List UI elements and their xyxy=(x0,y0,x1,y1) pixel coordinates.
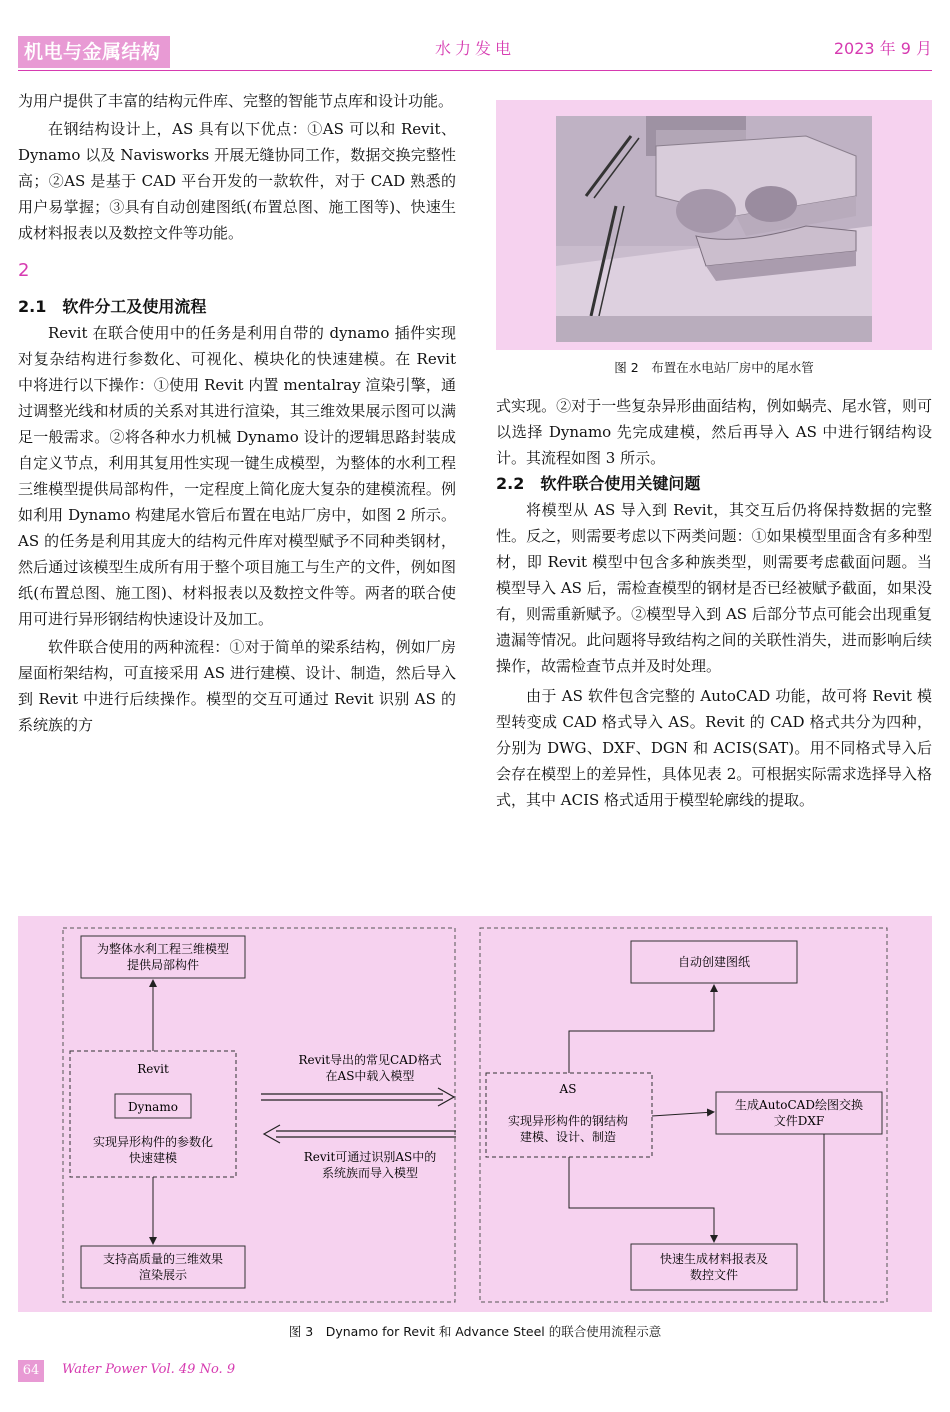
box-local-components-line2: 提供局部构件 xyxy=(126,958,200,972)
double-arrow-left xyxy=(264,1125,456,1143)
as-desc-line2: 建模、设计、制造 xyxy=(519,1130,617,1144)
left-paragraph-1: 为用户提供了丰富的结构元件库、完整的智能节点库和设计功能。 xyxy=(18,92,454,110)
left-column xyxy=(18,88,456,738)
as-label: AS xyxy=(559,1082,577,1096)
figure-2-caption: 图 2 布置在水电站厂房中的尾水管 xyxy=(614,360,814,375)
arrow-to-dxf xyxy=(652,1112,714,1116)
footer-journal-info: Water Power Vol. 49 No. 9 xyxy=(62,1362,236,1377)
right-paragraph-3: 由于 AS 软件包含完整的 AutoCAD 功能，故可将 Revit 模型转变成 CAD 格式导入 AS。Revit 的 CAD 格式共分为四种，分别为 DWG、DXF、DGN 和 ACIS(SAT)。用不同格式导入后会存在模型上的差异性，具体见表 2。可根据实际需求选择导入格式，其中 ACIS 格式适用于模型轮廓线的提取。 xyxy=(496,687,932,809)
section-tag: 机电与金属结构 xyxy=(18,36,170,68)
box-reports-line1: 快速生成材料报表及 xyxy=(659,1252,769,1266)
journal-title: 水力发电 xyxy=(434,39,515,58)
revit-desc-line2: 快速建模 xyxy=(128,1151,178,1165)
page-number: 64 xyxy=(18,1360,44,1382)
figure-3-caption: 图 3 Dynamo for Revit 和 Advance Steel 的联合使用流程示意 xyxy=(288,1324,662,1339)
flow-diagram xyxy=(18,916,932,1312)
as-desc-line1: 实现异形构件的钢结构 xyxy=(507,1114,629,1128)
arrow-right-label-line1: Revit导出的常见CAD格式 xyxy=(298,1053,442,1067)
right-paragraph-1: 式实现。②对于一些复杂异形曲面结构，例如蜗壳、尾水管，则可以选择 Dynamo 先完成建模，然后再导入 AS 中进行钢结构设计。其流程如图 3 所示。 xyxy=(496,397,932,467)
section-number: 2 xyxy=(18,260,30,281)
left-paragraph-2: 在钢结构设计上，AS 具有以下优点：①AS 可以和 Revit、Dynamo 以及 Navisworks 开展无缝协同工作，数据交换完整性高；②AS 是基于 CAD 平台开发的一款软件，对于 CAD 熟悉的用户易掌握；③具有自动创建图纸(布置总图、施工图等)、快速生成材料报表以及数控文件等功能。 xyxy=(18,120,456,242)
box-render-line1: 支持高质量的三维效果 xyxy=(102,1252,224,1266)
revit-desc-line1: 实现异形构件的参数化 xyxy=(92,1135,214,1149)
right-column xyxy=(496,393,932,813)
box-dxf-line1: 生成AutoCAD绘图交换 xyxy=(735,1098,863,1112)
box-local-components-line1: 为整体水利工程三维模型 xyxy=(96,942,230,956)
box-dxf-line2: 文件DXF xyxy=(773,1114,825,1128)
section-2-1-heading: 2.1 软件分工及使用流程 xyxy=(18,297,207,316)
issue-date: 2023 年 9 月 xyxy=(833,39,932,58)
figure-2-image xyxy=(496,100,932,350)
dynamo-label: Dynamo xyxy=(128,1100,178,1114)
arrow-left-label-line2: 系统族而导入模型 xyxy=(321,1166,419,1180)
box-reports-line2: 数控文件 xyxy=(689,1268,739,1282)
draft-tube-render xyxy=(556,116,872,342)
left-paragraph-4: 软件联合使用的两种流程：①对于简单的梁系结构，例如厂房屋面桁架结构，可直接采用 AS 进行建模、设计、制造，然后导入到 Revit 中进行后续操作。模型的交互可通过 Revit 识别 AS 的系统族的方 xyxy=(18,638,456,734)
arrow-to-drawings xyxy=(569,985,714,1073)
revit-label: Revit xyxy=(137,1062,169,1076)
box-render-line2: 渲染展示 xyxy=(138,1268,188,1282)
double-arrow-right xyxy=(261,1088,454,1106)
section-2-2-heading: 2.2 软件联合使用关键问题 xyxy=(496,474,701,493)
arrow-left-label-line1: Revit可通过识别AS中的 xyxy=(303,1150,437,1164)
arrow-to-reports xyxy=(569,1157,714,1242)
figure-3-diagram xyxy=(18,916,932,1312)
box-reports xyxy=(631,1244,797,1290)
right-paragraph-2: 将模型从 AS 导入到 Revit，其交互后仍将保持数据的完整性。反之，则需要考虑以下两类问题：①如果模型里面含有多种型材，即 Revit 模型中包含多种族类型，则需要考虑截面问题。当模型导入 AS 后，需检查模型的钢材是否已经被赋予截面，如果没有，则需重新赋予。②模型导入到 AS 后部分节点可能会出现重复遗漏等情况。此问题将导致结构之间的关联性消失，进而影响后续操作，故需检查节点并及时处理。 xyxy=(496,501,932,675)
arrow-right-label-line2: 在AS中载入模型 xyxy=(325,1069,415,1083)
left-paragraph-3: Revit 在联合使用中的任务是利用自带的 dynamo 插件实现对复杂结构进行参数化、可视化、模块化的快速建模。在 Revit 中将进行以下操作：①使用 Revit 内置 mentalray 渲染引擎，通过调整光线和材质的关系对其进行渲染，其三维效果展示图可以满足一般需求。②将各种水力机械 Dynamo 设计的逻辑思路封装成自定义节点，利用其复用性实现一键生成模型，为整体的水利工程三维模型提供局部构件，一定程度上简化庞大复杂的建模流程。例如利用 Dynamo 构建尾水管后布置在电站厂房中，如图 2 所示。AS 的任务是利用其庞大的结构元件库对模型赋予不同种类钢材，然后通过该模型生成所有用于整个项目施工与生产的文件，例如图纸(布置总图、施工图)、材料报表以及数控文件等。两者的联合使用可进行异形钢结构快速设计及加工。 xyxy=(18,324,456,628)
header-rule xyxy=(18,70,932,71)
box-drawings-label: 自动创建图纸 xyxy=(677,955,751,969)
